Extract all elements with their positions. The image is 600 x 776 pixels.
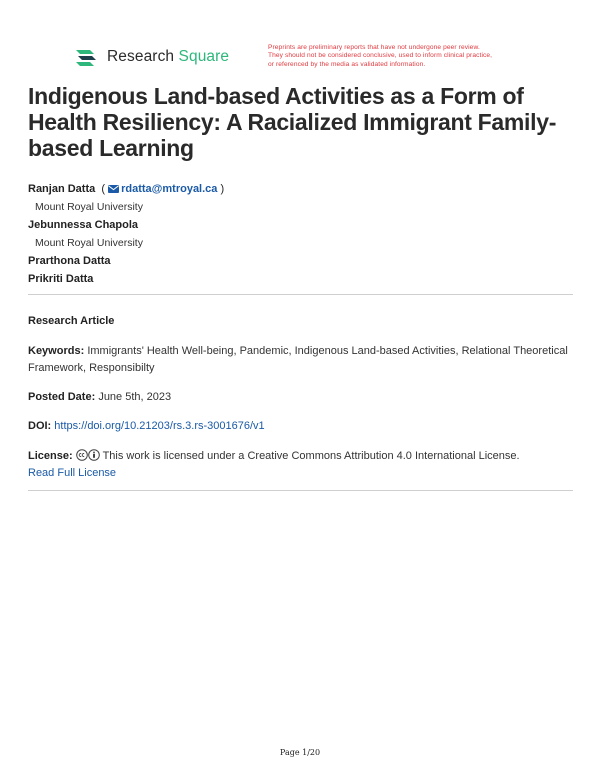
license-text: This work is licensed under a Creative Commons Attribution 4.0 International License. [102,450,520,462]
posted-date [28,389,568,406]
research-square-logo[interactable] [74,47,229,67]
author-name: Prikriti Datta [28,273,94,285]
notice-line: or referenced by the media as validated information. [268,60,426,68]
author-list [28,180,224,288]
posted-date-label: Posted Date: [28,391,96,403]
attribution-icon [88,449,100,461]
doi [28,418,568,435]
envelope-icon [108,185,119,193]
notice-line: Preprints are preliminary reports that have not undergone peer review. [268,44,480,51]
keywords [28,343,568,377]
keywords-value: Immigrants' Health Well-being, Pandemic, Indigenous Land-based Activities, Relational Theoretical Framework, Responsibilty [28,345,568,374]
author-email-link[interactable]: rdatta@mtroyal.ca [108,183,217,195]
divider [28,294,573,295]
page-number: Page 1/20 [279,748,321,757]
license-label: License: [28,450,73,462]
read-full-license-link[interactable]: Read Full License [28,467,117,479]
preprint-notice [268,44,538,69]
author-affiliation: Mount Royal University [35,201,143,213]
author-name: Jebunnessa Chapola [28,219,139,231]
doi-label: DOI: [28,420,52,432]
posted-date-value: June 5th, 2023 [98,391,172,403]
author-row: Ranjan Datta ( rdatta@mtroyal.ca ) [28,183,225,195]
author-name: Ranjan Datta [28,183,96,195]
author-name: Prarthona Datta [28,255,111,267]
license [28,448,568,482]
creative-commons-icon [76,449,88,461]
logo-wordmark: Research Square [107,48,230,65]
author-affiliation: Mount Royal University [35,237,143,249]
divider [28,490,573,491]
article-type: Research Article [28,315,115,327]
keywords-label: Keywords: [28,345,85,357]
paper-title: Indigenous Land-based Activities as a Form of Health Resiliency: A Racialized Immigrant Family-based Learning [28,83,557,161]
notice-line: They should not be considered conclusive, used to inform clinical practice, [268,52,493,60]
research-square-logo-icon [74,47,98,67]
doi-link[interactable]: https://doi.org/10.21203/rs.3.rs-3001676/v1 [54,420,265,432]
